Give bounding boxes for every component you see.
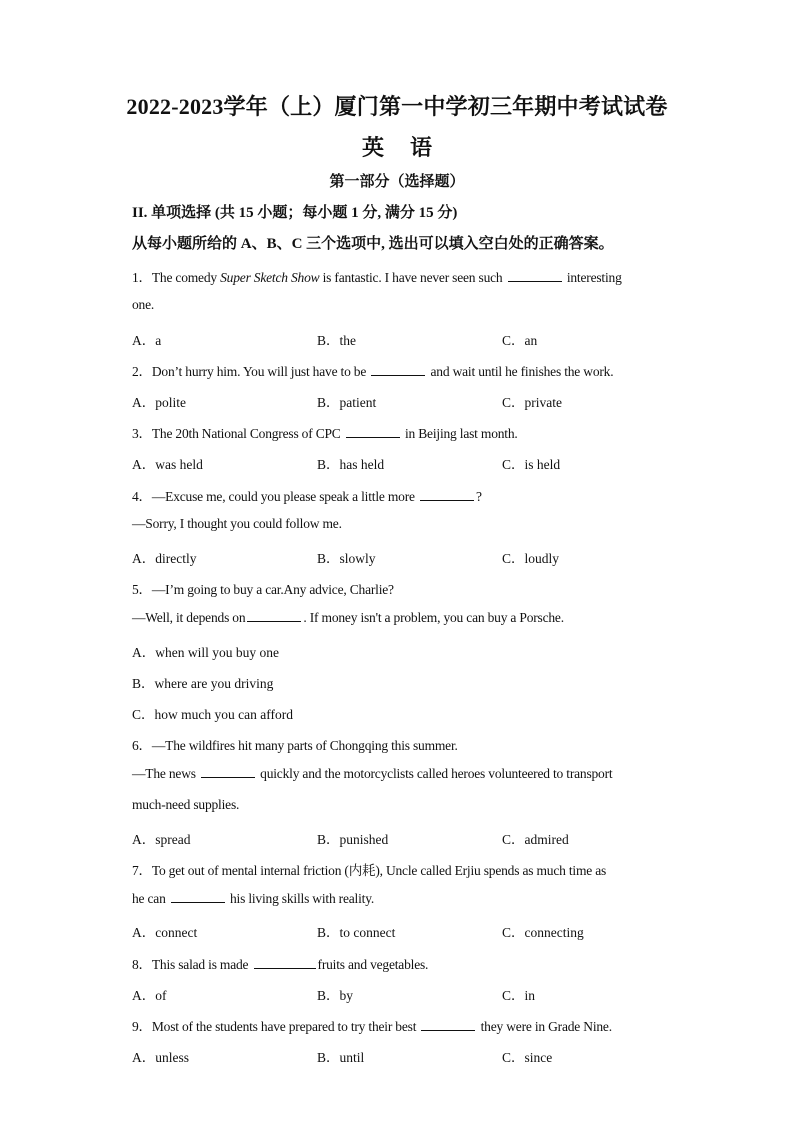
option-b[interactable]: B．the (317, 333, 356, 348)
question-1-continued: one. (132, 297, 155, 312)
question-7: 7．To get out of mental internal friction (内耗), Uncle called Erjiu spends as much time as (132, 863, 607, 878)
option-c[interactable]: C．admired (502, 832, 569, 847)
option-b[interactable]: B．has held (317, 457, 385, 472)
question-6: 6．—The wildfires hit many parts of Chongqing this summer. (132, 738, 458, 753)
option-a[interactable]: A．a (132, 333, 162, 348)
option-b[interactable]: B．where are you driving (132, 676, 274, 691)
answer-blank[interactable] (171, 890, 225, 903)
answer-blank[interactable] (346, 425, 400, 438)
question-6-continued: much-need supplies. (132, 797, 240, 812)
instructions: 从每小题所给的 A、B、C 三个选项中, 选出可以填入空白处的正确答案。 (132, 236, 614, 252)
question-3: 3．The 20th National Congress of CPC in Beijing last month. (132, 426, 518, 441)
question-5-reply: —Well, it depends on . If money isn't a problem, you can buy a Porsche. (132, 610, 564, 625)
option-c[interactable]: C．since (502, 1050, 553, 1065)
question-2: 2．Don’t hurry him. You will just have to be and wait until he finishes the work. (132, 364, 614, 379)
part-heading: 第一部分（选择题） (329, 174, 465, 190)
answer-blank[interactable] (371, 363, 425, 376)
answer-blank[interactable] (201, 765, 255, 778)
option-b[interactable]: B．by (317, 988, 354, 1003)
question-8: 8．This salad is made fruits and vegetables. (132, 957, 429, 972)
option-c[interactable]: C．is held (502, 457, 561, 472)
question-1: 1．The comedy Super Sketch Show is fantastic. I have never seen such interesting (132, 270, 622, 285)
option-b[interactable]: B．to connect (317, 925, 396, 940)
option-c[interactable]: C．loudly (502, 551, 560, 566)
section-heading: II. 单项选择 (共 15 小题；每小题 1 分, 满分 15 分) (132, 205, 458, 221)
option-b[interactable]: B．slowly (317, 551, 376, 566)
option-c[interactable]: C．how much you can afford (132, 707, 293, 722)
option-a[interactable]: A．polite (132, 395, 186, 410)
option-a[interactable]: A．directly (132, 551, 197, 566)
option-b[interactable]: B．until (317, 1050, 365, 1065)
answer-blank[interactable] (420, 488, 474, 501)
option-a[interactable]: A．spread (132, 832, 191, 847)
option-c[interactable]: C．in (502, 988, 536, 1003)
answer-blank[interactable] (254, 956, 316, 969)
answer-blank[interactable] (247, 609, 301, 622)
answer-blank[interactable] (421, 1018, 475, 1031)
option-c[interactable]: C．an (502, 333, 538, 348)
question-4: 4．—Excuse me, could you please speak a little more ? (132, 489, 482, 504)
answer-blank[interactable] (508, 269, 562, 282)
question-6-reply: —The news quickly and the motorcyclists called heroes volunteered to transport (132, 766, 613, 781)
option-a[interactable]: A．connect (132, 925, 198, 940)
subject-heading: 英语 (361, 135, 458, 160)
show-title: Super Sketch Show (220, 270, 320, 285)
option-b[interactable]: B．patient (317, 395, 377, 410)
exam-title: 2022-2023学年（上）厦门第一中学初三年期中考试试卷 (126, 94, 668, 119)
option-c[interactable]: C．private (502, 395, 562, 410)
option-b[interactable]: B．punished (317, 832, 389, 847)
question-7-continued: he can his living skills with reality. (132, 891, 375, 906)
option-c[interactable]: C．connecting (502, 925, 584, 940)
question-5: 5．—I’m going to buy a car.Any advice, Charlie? (132, 582, 394, 597)
option-a[interactable]: A．was held (132, 457, 203, 472)
option-a[interactable]: A．unless (132, 1050, 189, 1065)
question-9: 9．Most of the students have prepared to try their best they were in Grade Nine. (132, 1019, 612, 1034)
option-a[interactable]: A．when will you buy one (132, 645, 279, 660)
option-a[interactable]: A．of (132, 988, 167, 1003)
question-4-reply: —Sorry, I thought you could follow me. (132, 516, 342, 531)
